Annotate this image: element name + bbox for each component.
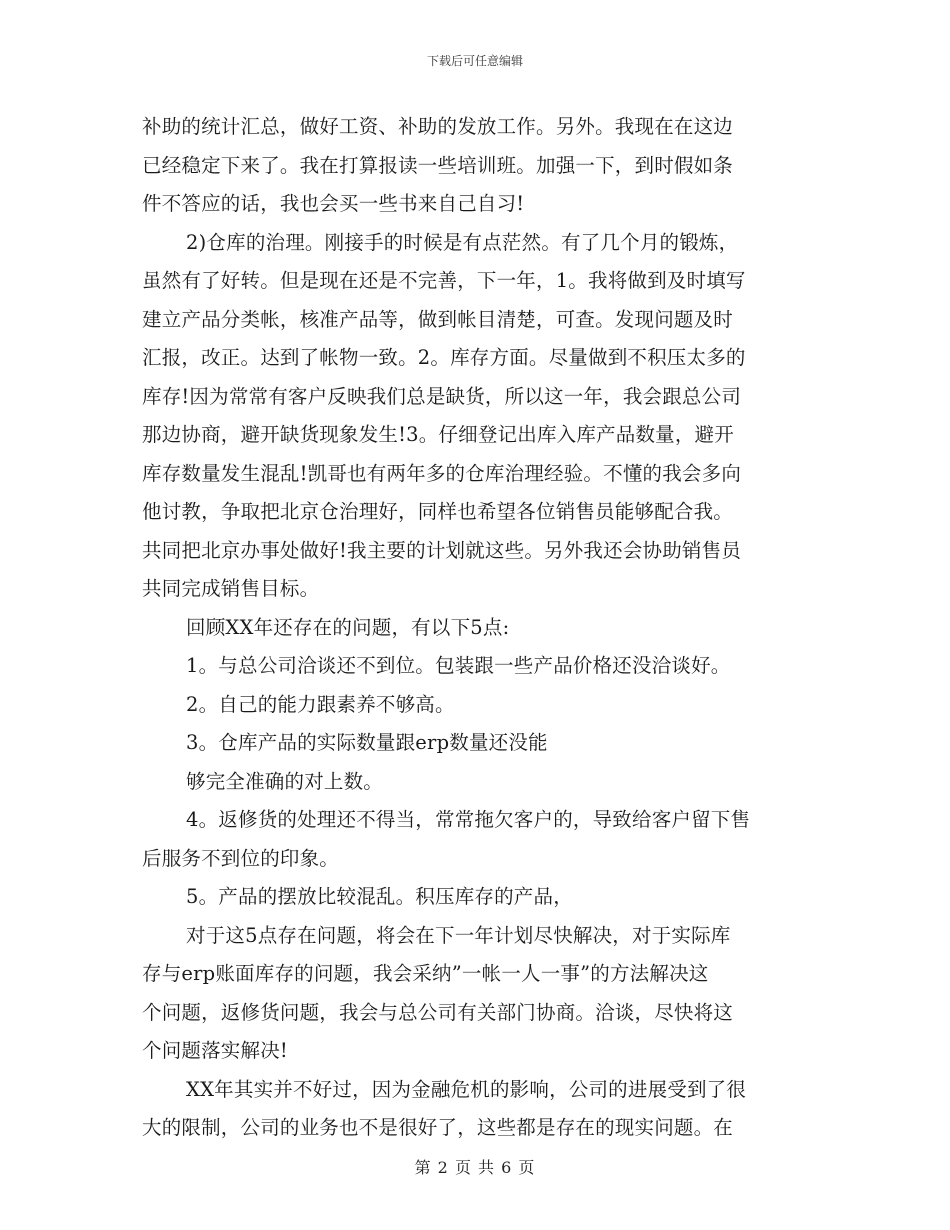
text-line: 补助的统计汇总，做好工资、补助的发放工作。另外。我现在在这边	[142, 115, 734, 138]
text-line: XX年其实并不好过，因为金融危机的影响，公司的进展受到了很	[186, 1077, 747, 1101]
text-line: 库存!因为常常有客户反映我们总是缺货，所以这一年，我会跟总公司	[142, 384, 742, 408]
text-line: 5。产品的摆放比较混乱。积压库存的产品，	[186, 885, 573, 908]
text-line: 他讨教，争取把北京仓治理好，同样也希望各位销售员能够配合我。	[142, 500, 734, 523]
text-line: 那边协商，避开缺货现象发生!3。仔细登记出库入库产品数量，避开	[142, 423, 734, 446]
page-header: 下载后可任意编辑	[426, 54, 523, 68]
text-line: 已经稳定下来了。我在打算报读一些培训班。加强一下，到时假如条	[142, 153, 734, 177]
text-line: 2)仓库的治理。刚接手的时候是有点茫然。有了几个月的锻炼，	[186, 230, 739, 254]
text-line: 件不答应的话，我也会买一些书来自己自习!	[142, 192, 525, 215]
text-line: 存与erp账面库存的问题，我会采纳”一帐一人一事”的方法解决这	[142, 962, 709, 985]
text-line: 建立产品分类帐，核准产品等，做到帐目清楚，可查。发现问题及时	[142, 307, 734, 331]
text-line: 3。仓库产品的实际数量跟erp数量还没能	[186, 731, 548, 754]
text-line: 共同把北京办事处做好!我主要的计划就这些。另外我还会协助销售员	[142, 538, 742, 562]
text-line: 个问题落实解决!	[142, 1039, 288, 1062]
text-line: 2。自己的能力跟素养不够高。	[186, 692, 455, 716]
page-footer: 第 2 页 共 6 页	[414, 1158, 536, 1177]
text-line: 后服务不到位的印象。	[142, 846, 340, 870]
text-line: 共同完成销售目标。	[142, 577, 320, 600]
text-line: 虽然有了好转。但是现在还是不完善，下一年，1。我将做到及时填写	[142, 269, 746, 292]
text-line: 库存数量发生混乱!凯哥也有两年多的仓库治理经验。不懂的我会多向	[142, 461, 742, 485]
text-line: 4。返修货的处理还不得当，常常拖欠客户的，导致给客户留下售	[186, 808, 751, 831]
text-line: 回顾XX年还存在的问题，有以下5点:	[186, 615, 510, 639]
text-line: 够完全准确的对上数。	[186, 769, 384, 793]
text-line: 对于这5点存在问题，将会在下一年计划尽快解决，对于实际库	[186, 923, 731, 947]
text-line: 1。与总公司洽谈还不到位。包装跟一些产品价格还没洽谈好。	[186, 654, 731, 677]
text-line: 个问题，返修货问题，我会与总公司有关部门协商。洽谈，尽快将这	[142, 1000, 734, 1024]
text-line: 大的限制，公司的业务也不是很好了，这些都是存在的现实问题。在	[142, 1116, 734, 1139]
text-line: 汇报，改正。达到了帐物一致。2。库存方面。尽量做到不积压太多的	[142, 346, 746, 369]
document-body	[142, 108, 822, 1148]
